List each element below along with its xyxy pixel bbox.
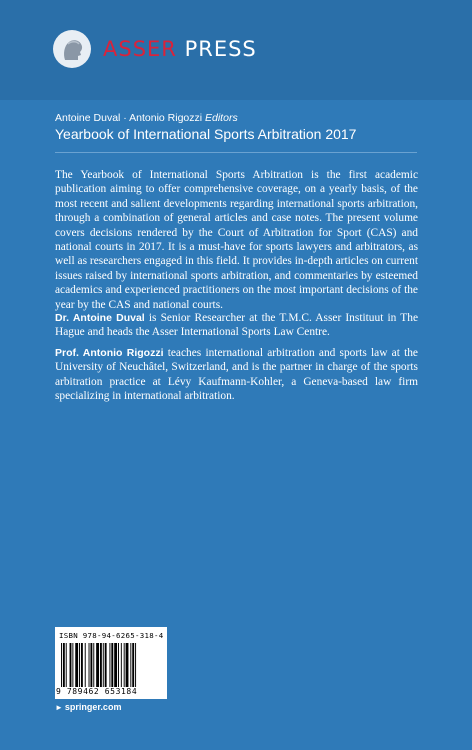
book-editors — [55, 112, 238, 124]
isbn-text: ISBN 978-94-6265-318-4 — [59, 631, 164, 640]
publisher-name-part1: ASSER — [103, 37, 177, 61]
barcode-digits: 9 789462 653184 — [56, 687, 138, 696]
editor-bio-duval — [55, 311, 418, 340]
editors-role: Editors — [202, 112, 238, 124]
asser-head-icon — [53, 30, 91, 68]
arrow-right-icon: ► — [55, 703, 63, 712]
bio-text: is Senior Researcher at the T.M.C. Asser Instituut in The Hague and heads the Asser International Sports Law Centre. — [55, 312, 419, 339]
publisher-logo — [53, 30, 257, 68]
book-blurb: The Yearbook of International Sports Arbitration is the first academic publication aiming to offer comprehensive coverage, on a yearly basis, of the most recent and salient developments regarding international sports arbitration, through a combination of general articles and case notes. The present volume covers decisions rendered by the Court of Arbitration for Sport (CAS) and national courts in 2017. It is a must-have for sports lawyers and arbitrators, as well as researchers engaged in this field. It provides in-depth articles on current issues raised by international sports arbitration, and commentaries by esteemed academics and experienced practitioners on the most important decisions of the year by the CAS and national courts. — [55, 169, 418, 311]
publisher-name-part2: PRESS — [176, 37, 257, 61]
barcode — [55, 627, 167, 699]
bio-name: Prof. Antonio Rigozzi — [55, 347, 164, 359]
publisher-name — [103, 37, 257, 61]
springer-link[interactable] — [55, 702, 121, 712]
bio-name: Dr. Antoine Duval — [55, 312, 145, 324]
book-title: Yearbook of International Sports Arbitration 2017 — [55, 126, 357, 142]
springer-url: springer.com — [64, 702, 122, 712]
bio-text: teaches international arbitration and sports law at the University of Neuchâtel, Switzerland, and is the partner in charge of the sports arbitration practice at Lévy Kaufmann-Kohler, a Geneva-based law firm specializing in international arbitration. — [55, 347, 418, 403]
barcode-bars — [61, 643, 161, 687]
divider — [55, 152, 417, 153]
editor-bio-rigozzi — [55, 346, 418, 404]
editors-names: Antoine Duval · Antonio Rigozzi — [55, 112, 203, 124]
